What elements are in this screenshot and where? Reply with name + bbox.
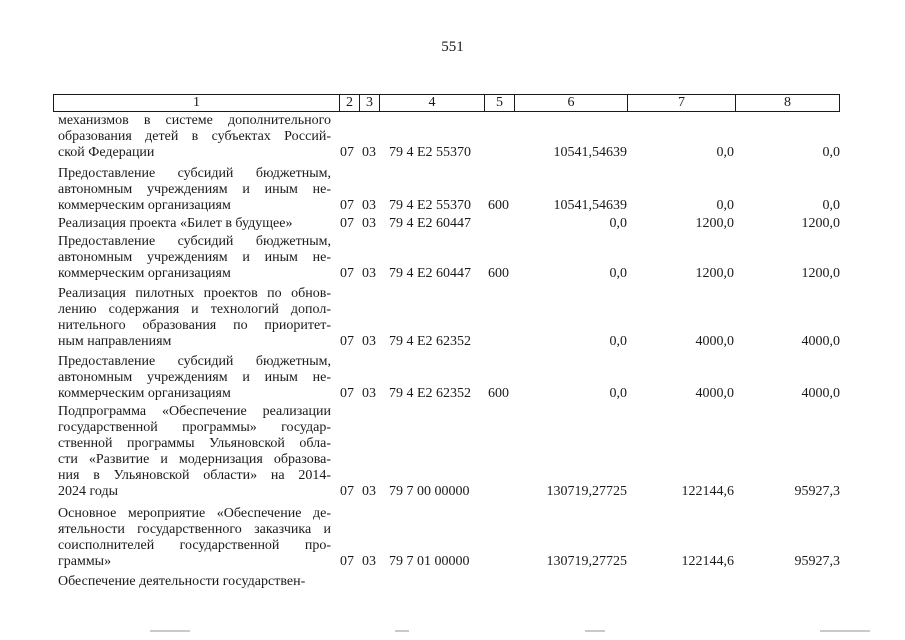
row-description-line: Предоставление субсидий бюджетным, xyxy=(58,234,331,249)
cell-c7: 122144,6 xyxy=(681,554,734,569)
cell-c8: 95927,3 xyxy=(794,554,840,569)
cell-c3: 03 xyxy=(362,216,376,231)
scan-smudge xyxy=(585,630,605,632)
header-col-7: 7 xyxy=(627,95,735,111)
row-description-line: ния в Ульяновской области» на 2014- xyxy=(58,468,331,483)
cell-c6: 130719,27725 xyxy=(546,484,627,499)
row-description xyxy=(58,286,331,350)
row-description-line: Предоставление субсидий бюджетным, xyxy=(58,166,331,181)
cell-c3: 03 xyxy=(362,145,376,160)
scan-smudge xyxy=(395,630,409,632)
row-description-line: коммерческим организациям xyxy=(58,386,231,401)
cell-c3: 03 xyxy=(362,386,376,401)
header-col-2: 2 xyxy=(339,95,359,111)
cell-c7: 4000,0 xyxy=(695,386,734,401)
cell-c7: 1200,0 xyxy=(695,216,734,231)
header-col-5: 5 xyxy=(484,95,514,111)
cell-c7: 4000,0 xyxy=(695,334,734,349)
cell-c2: 07 xyxy=(340,145,354,160)
row-description xyxy=(58,354,331,402)
cell-c4: 79 4 E2 60447 xyxy=(389,266,472,281)
cell-c6: 0,0 xyxy=(609,386,627,401)
cell-c7: 0,0 xyxy=(716,198,734,213)
row-description-line: сти «Развитие и модернизация образова- xyxy=(58,452,331,467)
cell-c8: 0,0 xyxy=(822,198,840,213)
cell-c5: 600 xyxy=(488,386,509,401)
cell-c8: 4000,0 xyxy=(801,334,840,349)
row-description-line: образования детей в субъектах Россий- xyxy=(58,129,331,144)
row-description-line: ственной программы Ульяновской обла- xyxy=(58,436,331,451)
row-description-line: 2024 годы xyxy=(58,484,119,499)
cell-c8: 1200,0 xyxy=(801,216,840,231)
cell-c2: 07 xyxy=(340,216,354,231)
cell-c3: 03 xyxy=(362,334,376,349)
cell-c3: 03 xyxy=(362,554,376,569)
cell-c8: 95927,3 xyxy=(794,484,840,499)
row-description-line: механизмов в системе дополнительного xyxy=(58,113,331,128)
header-col-4: 4 xyxy=(379,95,484,111)
cell-c5: 600 xyxy=(488,198,509,213)
cell-c4: 79 4 E2 62352 xyxy=(389,386,472,401)
cell-c3: 03 xyxy=(362,484,376,499)
cell-c6: 0,0 xyxy=(609,266,627,281)
cell-c7: 1200,0 xyxy=(695,266,734,281)
cell-c2: 07 xyxy=(340,554,354,569)
scan-smudge xyxy=(820,630,870,632)
row-description xyxy=(58,574,331,590)
scan-smudge xyxy=(150,630,190,632)
cell-c8: 4000,0 xyxy=(801,386,840,401)
row-description-line: соисполнителей государственной про- xyxy=(58,538,331,553)
cell-c4: 79 7 01 00000 xyxy=(389,554,470,569)
header-col-1: 1 xyxy=(193,95,200,110)
cell-c2: 07 xyxy=(340,198,354,213)
cell-c4: 79 4 E2 62352 xyxy=(389,334,472,349)
row-description-line: автономным учреждениям и иным не- xyxy=(58,370,331,385)
row-description-line: лению содержания и технологий допол- xyxy=(58,302,331,317)
cell-c6: 10541,54639 xyxy=(553,198,627,213)
row-description xyxy=(58,216,331,232)
cell-c6: 10541,54639 xyxy=(553,145,627,160)
row-description-line: коммерческим организациям xyxy=(58,266,231,281)
cell-c6: 0,0 xyxy=(609,334,627,349)
table-header xyxy=(53,94,840,112)
row-description-line: нительного образования по приоритет- xyxy=(58,318,331,333)
row-description xyxy=(58,404,331,500)
cell-c3: 03 xyxy=(362,266,376,281)
cell-c7: 0,0 xyxy=(716,145,734,160)
row-description xyxy=(58,113,331,161)
row-description-line: автономным учреждениям и иным не- xyxy=(58,182,331,197)
cell-c4: 79 4 E2 55370 xyxy=(389,198,472,213)
row-description-line: государственной программы» государ- xyxy=(58,420,331,435)
cell-c2: 07 xyxy=(340,386,354,401)
row-description-line: Реализация пилотных проектов по обнов- xyxy=(58,286,331,301)
cell-c3: 03 xyxy=(362,198,376,213)
row-description-line: Основное мероприятие «Обеспечение де- xyxy=(58,506,331,521)
page-number: 551 xyxy=(441,39,464,55)
row-description-line: ятельности государственного заказчика и xyxy=(58,522,331,537)
row-description xyxy=(58,166,331,214)
cell-c8: 0,0 xyxy=(822,145,840,160)
cell-c7: 122144,6 xyxy=(681,484,734,499)
row-description-line: Реализация проекта «Билет в будущее» xyxy=(58,216,293,231)
row-description-line: Обеспечение деятельности государствен- xyxy=(58,574,306,589)
row-description-line: граммы» xyxy=(58,554,112,569)
row-description xyxy=(58,234,331,282)
cell-c2: 07 xyxy=(340,334,354,349)
cell-c6: 130719,27725 xyxy=(546,554,627,569)
row-description-line: Предоставление субсидий бюджетным, xyxy=(58,354,331,369)
cell-c4: 79 4 E2 55370 xyxy=(389,145,472,160)
row-description-line: коммерческим организациям xyxy=(58,198,231,213)
cell-c5: 600 xyxy=(488,266,509,281)
header-col-3: 3 xyxy=(359,95,379,111)
cell-c4: 79 4 E2 60447 xyxy=(389,216,472,231)
cell-c8: 1200,0 xyxy=(801,266,840,281)
cell-c2: 07 xyxy=(340,484,354,499)
row-description xyxy=(58,506,331,570)
cell-c6: 0,0 xyxy=(609,216,627,231)
row-description-line: ской Федерации xyxy=(58,145,155,160)
header-col-6: 6 xyxy=(514,95,627,111)
cell-c2: 07 xyxy=(340,266,354,281)
row-description-line: автономным учреждениям и иным не- xyxy=(58,250,331,265)
cell-c4: 79 7 00 00000 xyxy=(389,484,470,499)
row-description-line: ным направлениям xyxy=(58,334,172,349)
header-col-8: 8 xyxy=(735,95,839,111)
row-description-line: Подпрограмма «Обеспечение реализации xyxy=(58,404,331,419)
